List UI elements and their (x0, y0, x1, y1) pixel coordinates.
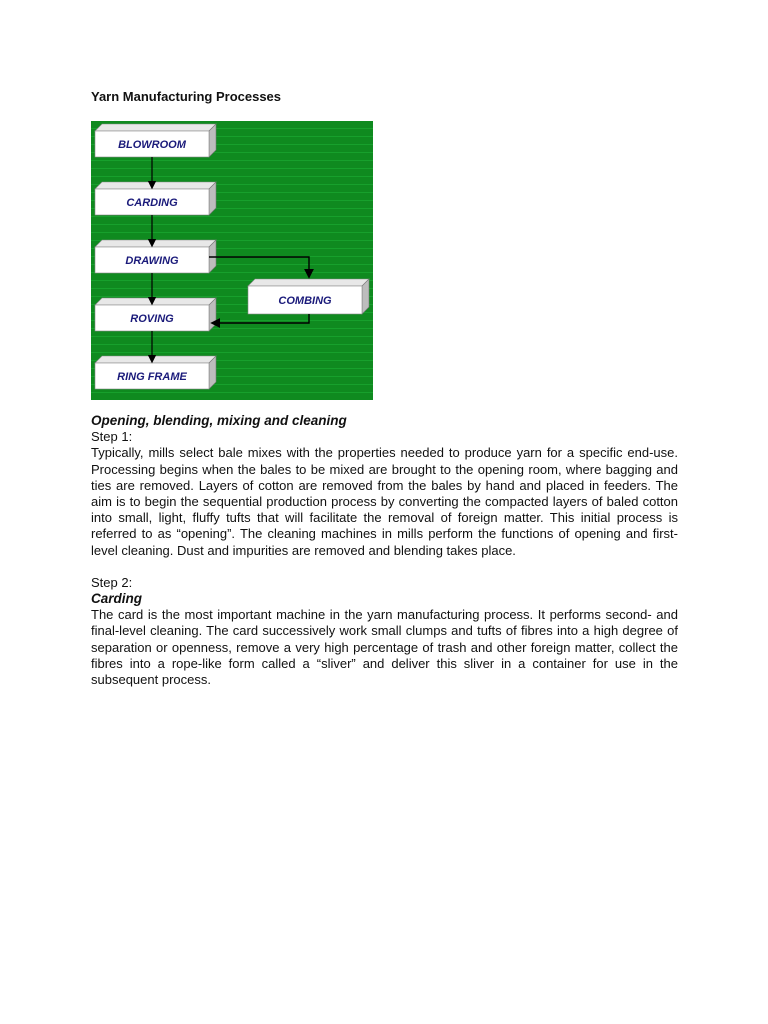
combing-box (248, 279, 369, 314)
drawing-box-label: DRAWING (125, 255, 179, 267)
step-label-2: Step 2: (91, 574, 133, 590)
page-title: Yarn Manufacturing Processes (91, 89, 282, 104)
carding-box (95, 182, 216, 215)
combing-box-label: COMBING (278, 295, 332, 307)
paragraph-carding: The card is the most important machine in the yarn manufacturing process. It performs second- and final-level cleaning. The card successively work small clumps and tufts of fibres into a high degree of separation or openness, remove a very high percentage of trash and other foreign matter, collect the fibres into a rope-like form called a “sliver” and deliver this sliver in a container for use in the subsequent process. (91, 607, 678, 688)
blowroom-box-label: BLOWROOM (118, 139, 186, 151)
section-title-opening: Opening, blending, mixing and cleaning (91, 413, 347, 428)
ring-frame-box (95, 356, 216, 389)
section-title-carding: Carding (91, 591, 143, 607)
blowroom-box (95, 124, 216, 157)
carding-box-label: CARDING (126, 197, 178, 209)
drawing-box (95, 240, 216, 273)
ring-frame-box-label: RING FRAME (117, 371, 187, 383)
step-label-1: Step 1: (91, 429, 133, 445)
process-flow-diagram (91, 121, 373, 400)
document-body (91, 413, 678, 688)
paragraph-opening: Typically, mills select bale mixes with the properties needed to produce yarn for a specific end-use. Processing begins when the bales to be mixed are brought to the opening room, where bagging and ties are removed. Layers of cotton are removed from the bales by hand and placed in feeders. The aim is to begin the sequential production process by converting the compacted layers of baled cotton into small, light, fluffy tufts that will facilitate the removal of foreign matter. This initial process is referred to as “opening”. The cleaning machines in mills perform the functions of opening and first-level cleaning. Dust and impurities are removed and blending takes place. (91, 445, 678, 558)
roving-box (95, 298, 216, 331)
roving-box-label: ROVING (130, 313, 174, 325)
